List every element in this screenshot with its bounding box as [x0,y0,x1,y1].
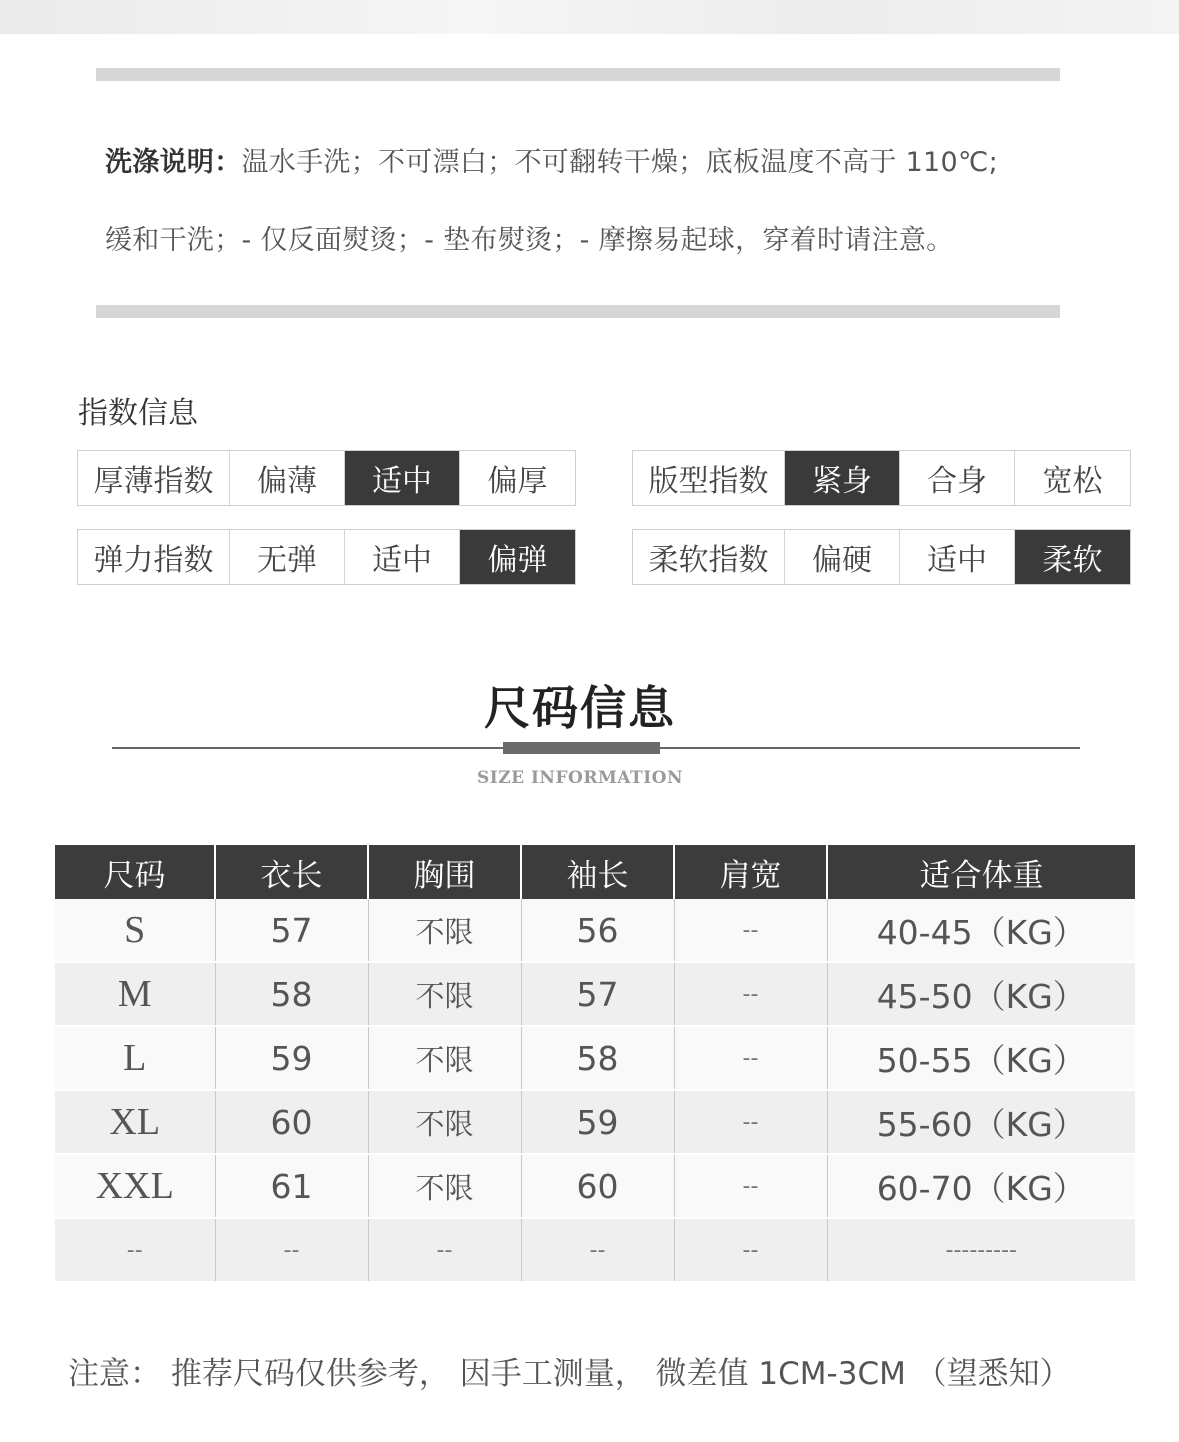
index-section-title: 指数信息 [78,396,198,431]
cell-chest: -- [368,1218,521,1282]
size-table-header [55,845,1135,899]
cell-chest: 不限 [368,1026,521,1090]
cell-chest: 不限 [368,899,521,962]
cell-shoulder: -- [674,1154,827,1218]
cell-length: 57 [215,899,368,962]
cell-weight: 50-55（KG） [827,1026,1135,1090]
cell-sleeve: 56 [521,899,674,962]
cell-shoulder: -- [674,899,827,962]
table-row [55,962,1135,1026]
index-label: 版型指数 [633,451,785,505]
cell-weight: --------- [827,1218,1135,1282]
header-length: 衣长 [215,845,368,899]
index-option-selected: 适中 [345,451,460,505]
index-option: 宽松 [1042,464,1103,499]
cell-chest: 不限 [368,1154,521,1218]
index-option: 合身 [900,451,1015,505]
table-row [55,1154,1135,1218]
index-option-selected: 偏弹 [460,530,575,584]
care-instructions-line-2: 缓和干洗；- 仅反面熨烫；- 垫布熨烫；- 摩擦易起球，穿着时请注意。 [105,225,954,256]
header-chest: 胸围 [368,845,521,899]
index-option: 偏厚 [487,464,548,499]
index-row-softness [632,529,1131,585]
index-row-thickness [77,450,576,506]
table-row [55,1090,1135,1154]
cell-length: 61 [215,1154,368,1218]
header-sleeve: 袖长 [521,845,674,899]
size-table [55,845,1135,1283]
care-instructions-line-1 [105,140,998,179]
cell-length: 59 [215,1026,368,1090]
index-option-selected: 紧身 [785,451,900,505]
cell-length: 58 [215,962,368,1026]
cell-sleeve: 60 [521,1154,674,1218]
cell-weight: 60-70（KG） [827,1154,1135,1218]
index-option: 偏硬 [785,530,900,584]
care-bottom-divider [96,305,1060,318]
care-top-divider [96,68,1060,81]
cell-sleeve: 57 [521,962,674,1026]
header-weight: 适合体重 [827,845,1135,899]
size-section-subtitle: SIZE INFORMATION [476,768,684,788]
index-row-fit [632,450,1131,506]
cell-chest: 不限 [368,962,521,1026]
cell-length: -- [215,1218,368,1282]
cell-size: S [55,899,215,962]
index-option: 适中 [345,530,460,584]
header-shoulder: 肩宽 [674,845,827,899]
index-label: 柔软指数 [633,530,785,584]
cell-shoulder: -- [674,1090,827,1154]
index-option-selected: 柔软 [1015,530,1130,584]
cell-size: -- [55,1218,215,1282]
cell-weight: 40-45（KG） [827,899,1135,962]
care-text-1: 温水手洗；不可漂白；不可翻转干燥；底板温度不高于 110℃; [241,147,999,178]
index-label: 弹力指数 [78,530,230,584]
cell-shoulder: -- [674,1026,827,1090]
size-section-title: 尺码信息 [484,681,676,735]
index-option: 偏薄 [230,451,345,505]
cell-size: M [55,962,215,1026]
cell-sleeve: 59 [521,1090,674,1154]
header-size: 尺码 [55,845,215,899]
cell-weight: 55-60（KG） [827,1090,1135,1154]
cell-size: L [55,1026,215,1090]
cell-weight: 45-50（KG） [827,962,1135,1026]
top-banner-strip [0,0,1179,34]
cell-sleeve: 58 [521,1026,674,1090]
cell-chest: 不限 [368,1090,521,1154]
cell-size: XL [55,1090,215,1154]
size-title-accent-bar [503,742,660,754]
table-row [55,899,1135,962]
table-row [55,1218,1135,1282]
cell-length: 60 [215,1090,368,1154]
size-note: 注意： 推荐尺码仅供参考， 因手工测量， 微差值 1CM-3CM （望悉知） [68,1356,1071,1392]
index-label: 厚薄指数 [78,451,230,505]
table-row [55,1026,1135,1090]
index-option: 适中 [900,530,1015,584]
cell-size: XXL [55,1154,215,1218]
index-option: 无弹 [230,530,345,584]
cell-shoulder: -- [674,962,827,1026]
cell-shoulder: -- [674,1218,827,1282]
care-heading: 洗涤说明： [105,147,242,178]
index-row-elasticity [77,529,576,585]
cell-sleeve: -- [521,1218,674,1282]
